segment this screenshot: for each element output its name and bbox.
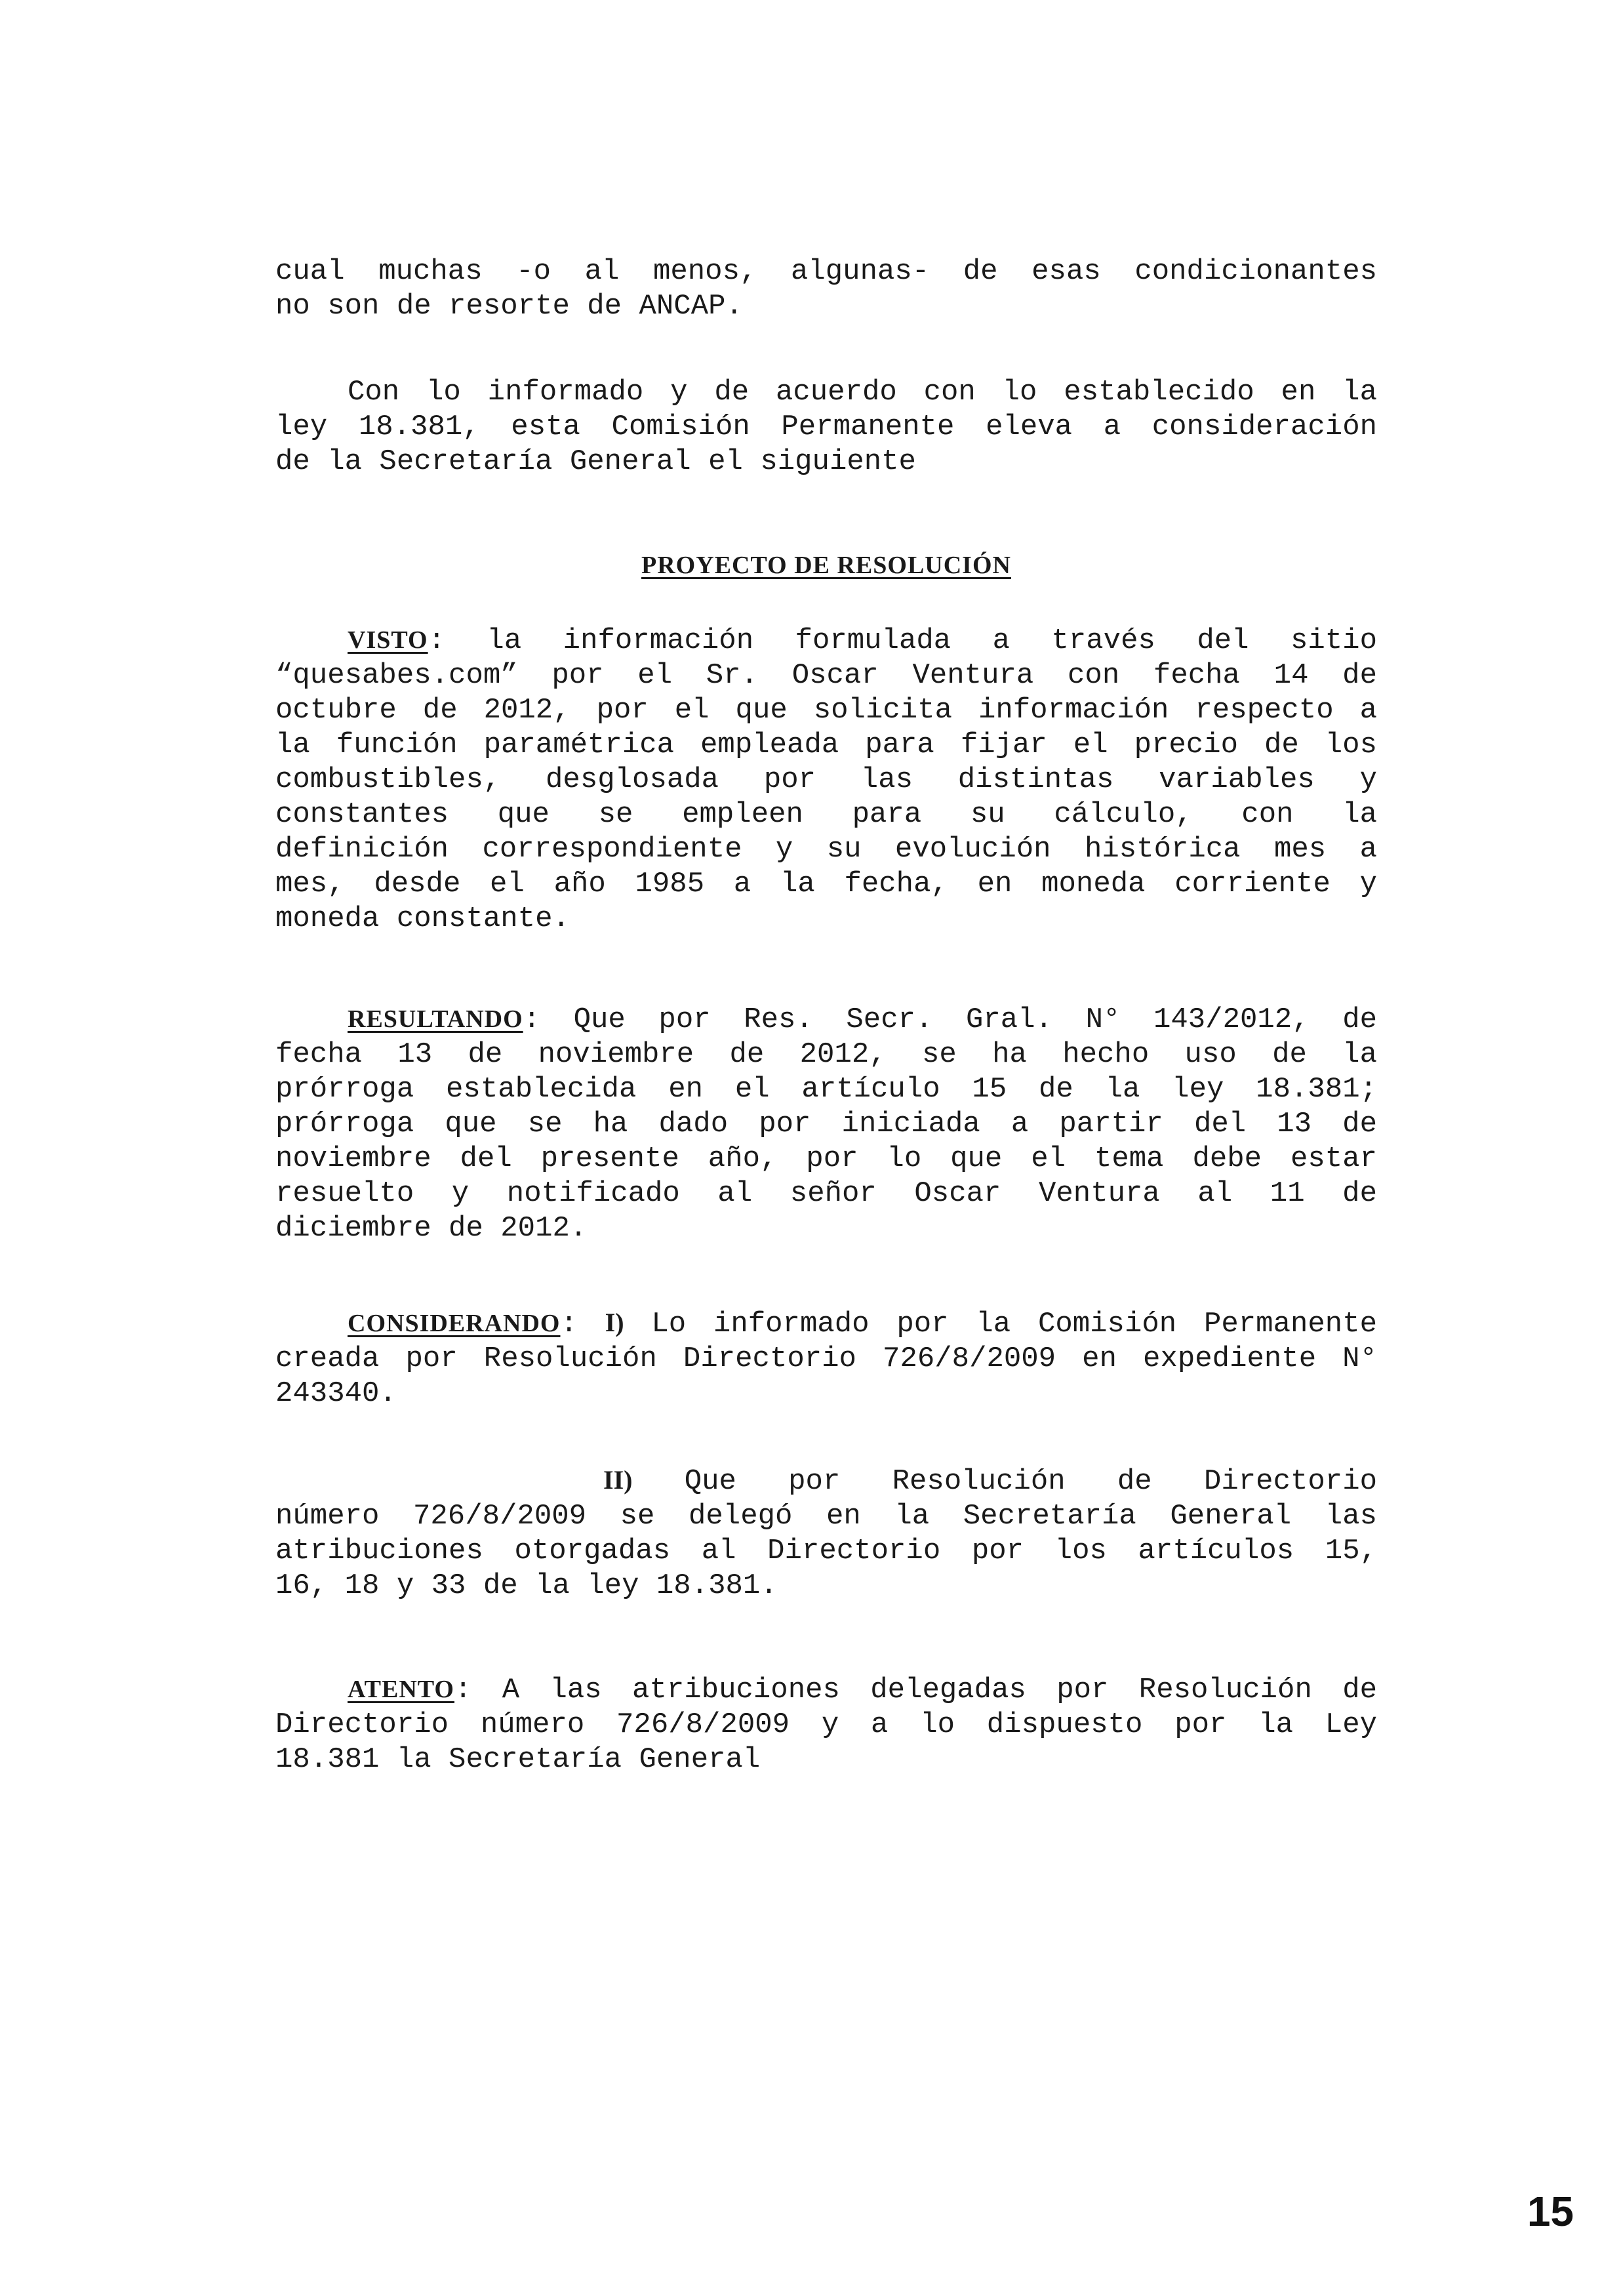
text-line: prórroga que se ha dado por iniciada a partir del 13 de: [275, 1108, 1377, 1140]
text-line: la función paramétrica empleada para fijar el precio de los: [275, 729, 1377, 761]
paragraph-considerando-i: [275, 1305, 1377, 1411]
text-line: fecha 13 de noviembre de 2012, se ha hecho uso de la: [275, 1038, 1377, 1071]
resultando-label: RESULTANDO: [348, 1005, 523, 1033]
text-line: mes, desde el año 1985 a la fecha, en moneda corriente y: [275, 868, 1377, 900]
paragraph-informado: [275, 375, 1377, 479]
text-line: combustibles, desglosada por las distintas variables y: [275, 763, 1377, 796]
paragraph-considerando-ii: [275, 1462, 1377, 1603]
roman-numeral-ii: II): [603, 1465, 633, 1495]
considerando-ii-text: Que por Resolución de Directorio: [632, 1465, 1377, 1498]
text-line: moneda constante.: [275, 902, 570, 935]
text-line: cual muchas -o al menos, algunas- de esas condicionantes: [275, 255, 1377, 288]
text-line: noviembre del presente año, por lo que el tema debe estar: [275, 1142, 1377, 1175]
text-line: Con lo informado y de acuerdo con lo establecido en la: [348, 376, 1377, 409]
atento-label: ATENTO: [348, 1676, 454, 1703]
text-line: atribuciones otorgadas al Directorio por los artículos 15,: [275, 1535, 1377, 1567]
text-line: 18.381 la Secretaría General: [275, 1743, 761, 1776]
text-line: diciembre de 2012.: [275, 1212, 588, 1245]
considerando-label: CONSIDERANDO: [348, 1310, 561, 1337]
text-line: ley 18.381, esta Comisión Permanente eleva a consideración: [275, 411, 1377, 443]
heading-text: PROYECTO DE RESOLUCIÓN: [641, 552, 1011, 579]
text-line: [275, 623, 1377, 658]
visto-text: : la información formulada a través del sitio: [428, 624, 1377, 657]
colon: :: [560, 1308, 605, 1340]
text-line: constantes que se empleen para su cálculo, con la: [275, 798, 1377, 831]
paragraph-resultando: [275, 1002, 1377, 1246]
text-line: creada por Resolución Directorio 726/8/2009 en expediente N°: [275, 1342, 1377, 1375]
paragraph-atento: [275, 1672, 1377, 1777]
text-line: “quesabes.com” por el Sr. Oscar Ventura con fecha 14 de: [275, 659, 1377, 692]
resultando-text: : Que por Res. Secr. Gral. N° 143/2012, de: [523, 1003, 1377, 1036]
paragraph-visto: [275, 623, 1377, 937]
text-line: Directorio número 726/8/2009 y a lo dispuesto por la Ley: [275, 1708, 1377, 1741]
text-line: resuelto y notificado al señor Oscar Ventura al 11 de: [275, 1177, 1377, 1210]
page-number: 15: [1527, 2188, 1574, 2235]
section-heading: [275, 551, 1377, 580]
text-line: [275, 1462, 1377, 1499]
paragraph-intro: [275, 254, 1377, 324]
atento-text: : A las atribuciones delegadas por Resolución de: [454, 1674, 1377, 1706]
text-line: número 726/8/2009 se delegó en la Secretaría General las: [275, 1500, 1377, 1533]
text-line: [275, 1002, 1377, 1037]
visto-label: VISTO: [348, 626, 428, 654]
text-line: 16, 18 y 33 de la ley 18.381.: [275, 1569, 778, 1602]
text-line: definición correspondiente y su evolución histórica mes a: [275, 833, 1377, 866]
text-line: prórroga establecida en el artículo 15 de la ley 18.381;: [275, 1073, 1377, 1106]
text-line: de la Secretaría General el siguiente: [275, 445, 916, 478]
text-line: 243340.: [275, 1377, 397, 1410]
text-line: octubre de 2012, por el que solicita información respecto a: [275, 694, 1377, 727]
considerando-text: Lo informado por la Comisión Permanente: [624, 1308, 1377, 1340]
text-line: [275, 1305, 1377, 1342]
roman-numeral-i: I): [605, 1308, 624, 1337]
text-line: [275, 1672, 1377, 1708]
text-line: no son de resorte de ANCAP.: [275, 290, 743, 323]
